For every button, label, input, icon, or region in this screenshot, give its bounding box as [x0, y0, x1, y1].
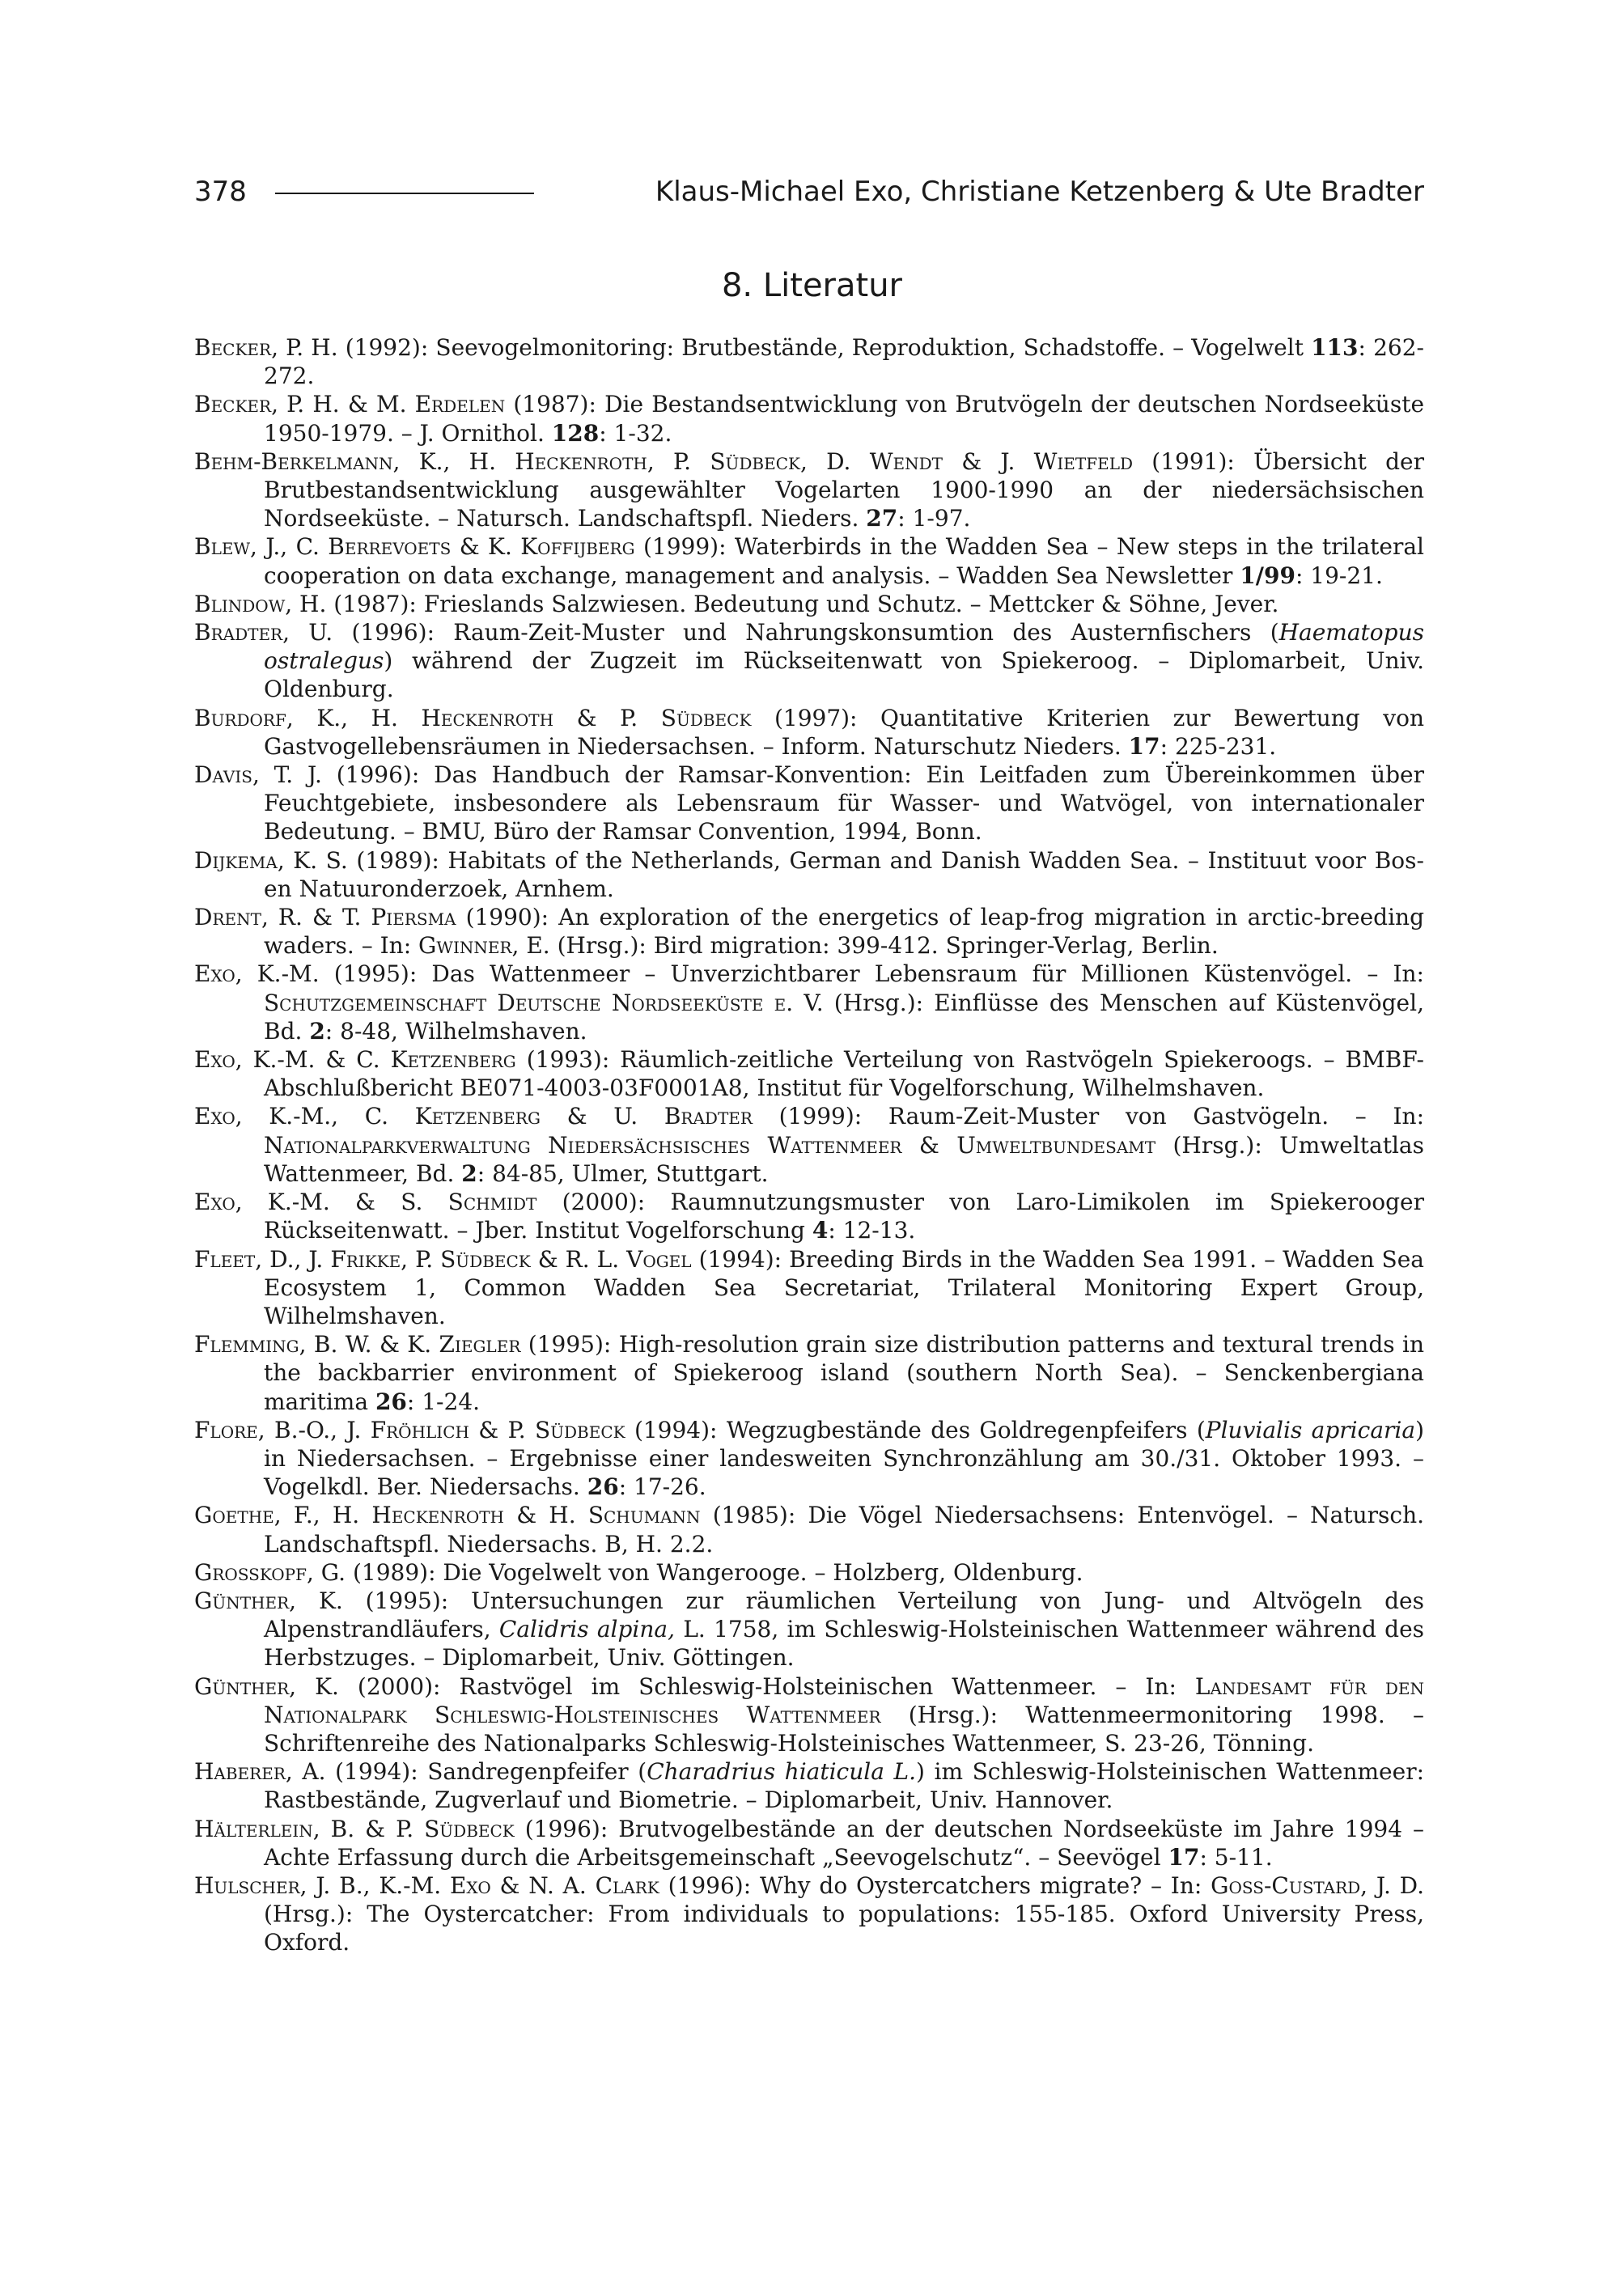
reference-authors: Goethe, F., H. Heckenroth & H. Schumann	[194, 1502, 701, 1529]
reference-authors: Günther, K.	[194, 1672, 339, 1700]
reference-entry	[194, 447, 1424, 533]
reference-volume: 2	[309, 1017, 325, 1045]
reference-volume: 17	[1168, 1843, 1200, 1871]
reference-entry	[194, 1330, 1424, 1416]
reference-text: (1996): Das Handbuch der Ramsar-Konvention: Ein Leitfaden zum Übereinkommen über Feuchtgebiete, insbesondere als Lebensraum für Wasser- und Watvögel, von internationaler Bedeutung. – BMU, Büro der Ramsar Convention, 1994, Bonn.	[264, 761, 1424, 846]
running-header	[194, 172, 1424, 212]
reference-text: : 1-97.	[897, 505, 971, 532]
reference-authors: Flemming, B. W. & K. Ziegler	[194, 1331, 521, 1358]
reference-entry	[194, 1501, 1424, 1558]
reference-volume: 1/99	[1240, 562, 1295, 589]
reference-text: (1999): Raum-Zeit-Muster von Gastvögeln. – In:	[752, 1103, 1425, 1130]
reference-authors: Gwinner, E.	[418, 932, 550, 960]
reference-text: (1994): Sandregenpfeifer (	[325, 1758, 647, 1786]
reference-text: : 84-85, Ulmer, Stuttgart.	[477, 1159, 769, 1187]
reference-text: V. (Hrsg.): Einflüsse des Menschen auf Küstenvögel, Bd.	[264, 989, 1424, 1045]
reference-text: (1987): Die Bestandsentwicklung von Brutvögeln der deutschen Nordseeküste 1950-1979. – J. Ornithol.	[264, 391, 1425, 447]
species-name: Calidris alpina,	[498, 1616, 676, 1643]
reference-text: : 1-24.	[406, 1388, 481, 1415]
reference-text: (1999): Waterbirds in the Wadden Sea – New steps in the trilateral cooperation on data exchange, management and analysis. – Wadden Sea Newsletter	[264, 533, 1425, 589]
reference-authors: Großkopf, G.	[194, 1558, 346, 1586]
reference-authors: Drent, R. & T. Piersma	[194, 904, 456, 931]
reference-authors: Hulscher, J. B., K.-M. Exo & N. A. Clark	[194, 1871, 659, 1899]
reference-entry	[194, 960, 1424, 1045]
reference-authors: Nationalparkverwaltung Niedersächsisches Wattenmeer & Umweltbundesamt	[264, 1131, 1156, 1159]
section-title: 8. Literatur	[721, 267, 902, 304]
reference-text: (1994): Wegzugbestände des Goldregenpfeifers (	[625, 1416, 1206, 1443]
page-number: 378	[194, 176, 247, 208]
reference-text: (Hrsg.): Umweltatlas Wattenmeer, Bd.	[264, 1131, 1424, 1187]
reference-text: (Hrsg.): The Oystercatcher: From individuals to populations: 155-185. Oxford University Press, Oxford.	[264, 1901, 1424, 1956]
reference-text: : 1-32.	[599, 419, 672, 447]
reference-text: : 5-11.	[1199, 1843, 1273, 1871]
reference-entry	[194, 1102, 1424, 1188]
reference-text: : 8-48, Wilhelmshaven.	[324, 1017, 587, 1045]
reference-authors: Fleet, D., J. Frikke, P. Südbeck & R. L. Vogel	[194, 1245, 692, 1273]
reference-text: (1996): Why do Oystercatchers migrate? – In:	[659, 1871, 1211, 1899]
reference-text: (2000): Rastvögel im Schleswig-Holsteinischen Wattenmeer. – In:	[338, 1672, 1195, 1700]
reference-entry	[194, 1558, 1424, 1587]
reference-entry	[194, 1245, 1424, 1331]
reference-entry	[194, 390, 1424, 447]
reference-entry	[194, 761, 1424, 846]
reference-authors: Blew, J., C. Berrevoets & K. Koffijberg	[194, 533, 635, 561]
species-name: Charadrius hiaticula L.	[647, 1758, 917, 1786]
reference-authors: Goss-Custard, J. D.	[1211, 1871, 1425, 1899]
reference-entry	[194, 1871, 1424, 1957]
reference-authors: Becker, P. H.	[194, 334, 338, 361]
reference-entry	[194, 846, 1424, 903]
reference-text: (1985): Die Vögel Niedersachsens: Entenvögel. – Natursch. Landschaftspfl. Niedersachs. B, H. 2.2.	[264, 1502, 1424, 1558]
reference-text: (1996): Raum-Zeit-Muster und Nahrungskonsumtion des Austernfischers (	[333, 619, 1279, 646]
reference-entry	[194, 903, 1424, 960]
reference-entry	[194, 333, 1424, 390]
reference-entry	[194, 532, 1424, 589]
reference-volume: 17	[1128, 732, 1160, 760]
reference-authors: Exo, K.-M. & S. Schmidt	[194, 1189, 537, 1216]
reference-volume: 26	[375, 1388, 407, 1415]
reference-text: (1995): Untersuchungen zur räumlichen Verteilung von Jung- und Altvögeln des Alpenstrandläufers,	[264, 1587, 1425, 1643]
reference-authors: Schutzgemeinschaft Deutsche Nordseeküste e.	[264, 989, 794, 1016]
reference-authors: Exo, K.-M., C. Ketzenberg & U. Bradter	[194, 1103, 753, 1130]
reference-authors: Bradter, U.	[194, 619, 333, 646]
reference-text: : 12-13.	[828, 1217, 916, 1244]
reference-volume: 26	[587, 1473, 619, 1501]
reference-entry	[194, 618, 1424, 704]
reference-authors: Landesamt für den Nationalpark Schleswig-Holsteinisches Wattenmeer	[264, 1672, 1424, 1728]
reference-list	[194, 333, 1424, 1957]
reference-authors: Exo, K.-M. & C. Ketzenberg	[194, 1046, 516, 1074]
reference-text: ) im Schleswig-Holsteinischen Wattenmeer: Rastbestände, Zugverlauf und Biometrie. – Diplomarbeit, Univ. Hannover.	[264, 1758, 1425, 1814]
reference-entry	[194, 1587, 1424, 1672]
reference-text: (1997): Quantitative Kriterien zur Bewertung von Gastvogellebensräumen in Niedersachsen. – Inform. Naturschutz Nieders.	[264, 704, 1424, 760]
reference-text: ) während der Zugzeit im Rückseitenwatt von Spiekeroog. – Diplomarbeit, Univ. Oldenburg.	[264, 647, 1424, 703]
species-name: Haematopus ostralegus	[264, 619, 1424, 675]
reference-authors: Blindow, H.	[194, 590, 327, 617]
reference-text: (1994): Breeding Birds in the Wadden Sea 1991. – Wadden Sea Ecosystem 1, Common Wadden Sea Secretariat, Trilateral Monitoring Expert Group, Wilhelmshaven.	[264, 1245, 1425, 1329]
reference-authors: Becker, P. H. & M. Erdelen	[194, 391, 506, 418]
reference-authors: Dijkema, K. S.	[194, 846, 348, 874]
reference-authors: Hälterlein, B. & P. Südbeck	[194, 1815, 515, 1842]
reference-text: (1995): Das Wattenmeer – Unverzichtbarer Lebensraum für Millionen Küstenvögel. – In:	[319, 960, 1424, 988]
reference-authors: Flore, B.-O., J. Fröhlich & P. Südbeck	[194, 1416, 625, 1443]
reference-entry	[194, 1045, 1424, 1102]
reference-text: : 19-21.	[1295, 562, 1383, 589]
reference-text: : 262-272.	[264, 334, 1424, 390]
reference-text: : 17-26.	[618, 1473, 706, 1501]
reference-authors: Burdorf, K., H. Heckenroth & P. Südbeck	[194, 704, 752, 731]
reference-text: (1992): Seevogelmonitoring: Brutbestände, Reproduktion, Schadstoffe. – Vogelwelt	[337, 334, 1312, 361]
reference-volume: 4	[812, 1217, 829, 1244]
reference-authors: Davis, T. J.	[194, 761, 322, 789]
reference-text: (1993): Räumlich-zeitliche Verteilung von Rastvögeln Spiekeroogs. – BMBF-Abschlußbericht BE071-4003-03F0001A8, Institut für Vogelforschung, Wilhelmshaven.	[264, 1046, 1425, 1102]
reference-text: (1990): An exploration of the energetics of leap-frog migration in arctic-breeding waders. – In:	[264, 904, 1424, 960]
reference-text: (2000): Raumnutzungsmuster von Laro-Limikolen im Spiekerooger Rückseitenwatt. – Jber. Institut Vogelforschung	[264, 1189, 1424, 1244]
reference-text: ) in Niedersachsen. – Ergebnisse einer landesweiten Synchronzählung am 30./31. Oktober 1993. – Vogelkdl. Ber. Niedersachs.	[264, 1416, 1424, 1501]
reference-entry	[194, 1672, 1424, 1758]
reference-text: (Hrsg.): Wattenmeermonitoring 1998. – Schriftenreihe des Nationalparks Schleswig-Holsteinisches Wattenmeer, S. 23-26, Tönning.	[264, 1701, 1424, 1757]
header-rule	[275, 193, 534, 194]
reference-entry	[194, 1416, 1424, 1502]
reference-authors: Behm-Berkelmann, K., H. Heckenroth, P. Südbeck, D. Wendt & J. Wietfeld	[194, 447, 1134, 475]
reference-entry	[194, 1815, 1424, 1871]
reference-authors: Günther, K.	[194, 1587, 343, 1614]
reference-text: (1995): High-resolution grain size distribution patterns and textural trends in the backbarrier environment of Spiekeroog island (southern North Sea). – Senckenbergiana maritima	[264, 1331, 1424, 1415]
reference-entry	[194, 704, 1424, 761]
reference-text: (1989): Die Vogelwelt von Wangerooge. – Holzberg, Oldenburg.	[346, 1558, 1083, 1586]
species-name: Pluvialis apricaria	[1205, 1416, 1416, 1443]
reference-authors: Haberer, A.	[194, 1758, 326, 1786]
reference-volume: 2	[461, 1159, 477, 1187]
reference-text: (1989): Habitats of the Netherlands, German and Danish Wadden Sea. – Instituut voor Bos- en Natuuronderzoek, Arnhem.	[264, 846, 1424, 902]
reference-text: (1987): Frieslands Salzwiesen. Bedeutung und Schutz. – Mettcker & Söhne, Jever.	[326, 590, 1279, 617]
reference-text: (Hrsg.): Bird migration: 399-412. Springer-Verlag, Berlin.	[549, 932, 1219, 960]
reference-text: (1991): Übersicht der Brutbestandsentwicklung ausgewählter Vogelarten 1900-1990 an der niedersächsischen Nordseeküste. – Natursch. Landschaftspfl. Nieders.	[264, 447, 1424, 532]
reference-entry	[194, 590, 1424, 618]
reference-text: L. 1758, im Schleswig-Holsteinischen Wattenmeer während des Herbstzuges. – Diplomarbeit, Univ. Göttingen.	[264, 1616, 1425, 1672]
reference-entry	[194, 1188, 1424, 1244]
reference-volume: 113	[1311, 334, 1359, 361]
reference-text: (1996): Brutvogelbestände an der deutschen Nordseeküste im Jahre 1994 – Achte Erfassung durch die Arbeitsgemeinschaft „Seevogelschutz“. – Seevögel	[264, 1815, 1425, 1871]
reference-volume: 128	[551, 419, 600, 447]
reference-entry	[194, 1757, 1424, 1814]
reference-authors: Exo, K.-M.	[194, 960, 320, 988]
running-header-authors: Klaus-Michael Exo, Christiane Ketzenberg & Ute Bradter	[655, 176, 1424, 208]
reference-volume: 27	[866, 505, 898, 532]
reference-text: : 225-231.	[1160, 732, 1277, 760]
